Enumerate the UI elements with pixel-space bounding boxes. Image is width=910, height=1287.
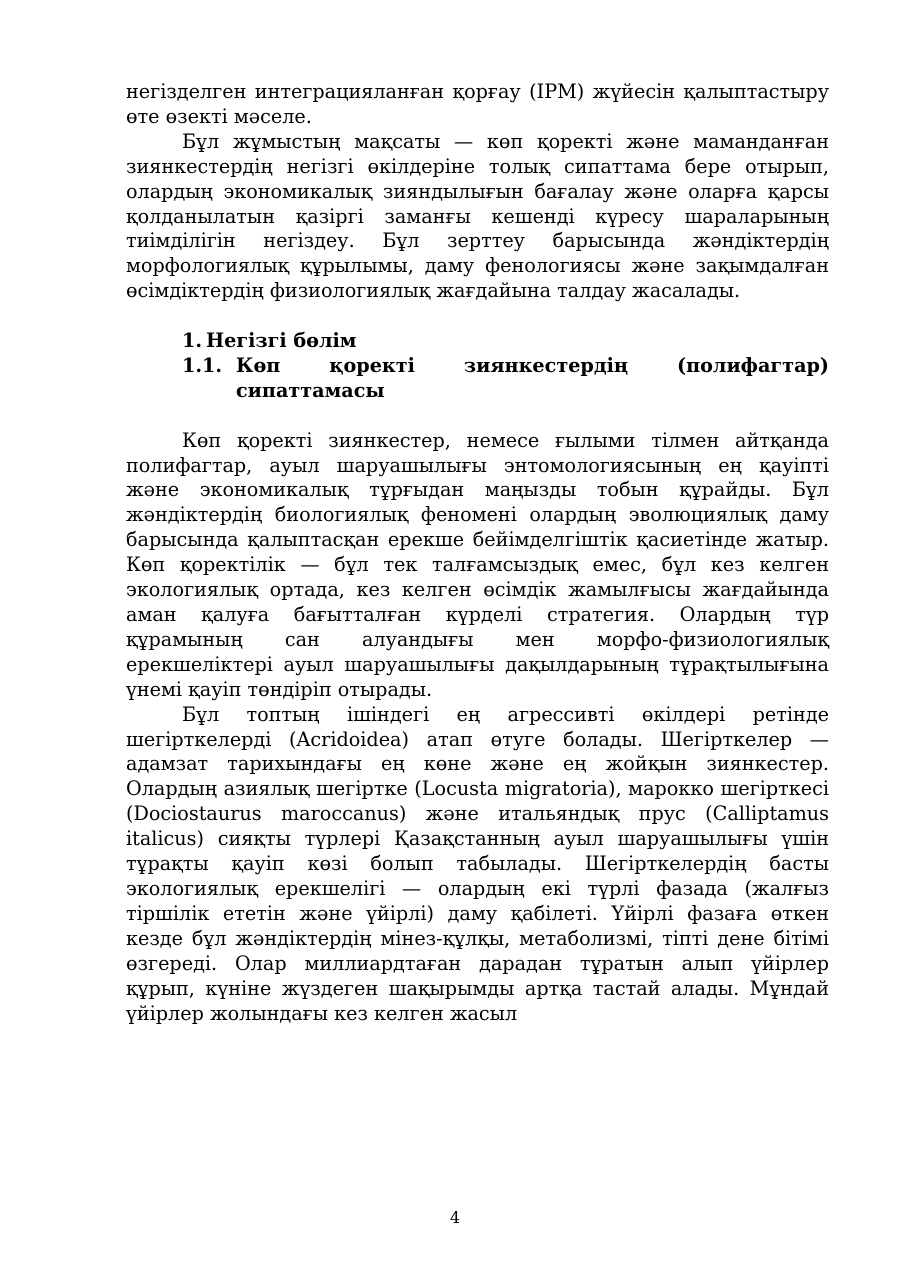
subsection-heading bbox=[126, 354, 829, 404]
section-title: Негізгі бөлім bbox=[206, 329, 357, 353]
subsection-number: 1.1. bbox=[182, 353, 223, 377]
blank-line bbox=[126, 404, 829, 429]
section-number: 1. bbox=[182, 329, 203, 353]
document-page bbox=[126, 80, 829, 1026]
section-heading bbox=[126, 329, 829, 354]
paragraph-locusts: Бұл топтың ішіндегі ең агрессивті өкілдері ретінде шегірткелерді (Acridoidea) атап өтуге болады. Шегірткелер — адамзат тарихындағы ең көне және ең жойқын зиянкестер. Олардың азиялық шегіртке (Locusta migratoria), марокко шегірткесі (Dociostaurus maroccanus) және итальяндық прус (Calliptamus italicus) сияқты түрлері Қазақстанның ауыл шаруашылығы үшін тұрақты қауіп көзі болып табылады. Шегірткелердің басты экологиялық ерекшелігі — олардың екі түрлі фазада (жалғыз тіршілік ететін және үйірлі) даму қабілеті. Үйірлі фазаға өткен кезде бұл жәндіктердің мінез-құлқы, метаболизмі, тіпті дене бітімі өзгереді. Олар миллиардтаған дарадан тұратын алып үйірлер құрып, күніне жүздеген шақырымды артқа тастай алады. Мұндай үйірлер жолындағы кез келген жасыл bbox=[126, 702, 829, 1025]
blank-line bbox=[126, 304, 829, 329]
paragraph-aim: Бұл жұмыстың мақсаты — көп қоректі және маманданған зиянкестердің негізгі өкілдеріне толық сипаттама бере отырып, олардың экономикалық зияндылығын бағалау және оларға қарсы қолданылатын қазіргі заманғы кешенді күресу шараларының тиімділігін негіздеу. Бұл зерттеу барысында жәндіктердің морфологиялық құрылымы, даму фенологиясы және зақымдалған өсімдіктердің физиологиялық жағдайына талдау жасалады. bbox=[126, 129, 829, 303]
page-number: 4 bbox=[449, 1208, 461, 1227]
subsection-title: Көп қоректі зиянкестердің (полифагтар) сипаттамасы bbox=[236, 353, 829, 402]
paragraph-polyphages: Көп қоректі зиянкестер, немесе ғылыми тілмен айтқанда полифагтар, ауыл шаруашылығы энтомологиясының ең қауіпті және экономикалық тұрғыдан маңызды тобын құрайды. Бұл жәндіктердің биологиялық феномені олардың эволюциялық даму барысында қалыптасқан ерекше бейімделгіштік қасиетінде жатыр. Көп қоректілік — бұл тек талғамсыздық емес, бұл кез келген экологиялық ортада, кез келген өсімдік жамылғысы жағдайында аман қалуға бағытталған күрделі стратегия. Олардың түр құрамының сан алуандығы мен морфо-физиологиялық ерекшеліктері ауыл шаруашылығы дақылдарының тұрақтылығына үнемі қауіп төндіріп отырады. bbox=[126, 428, 829, 701]
paragraph-intro-tail: негізделген интеграцияланған қорғау (IPM) жүйесін қалыптастыру өте өзекті мәселе. bbox=[126, 80, 829, 128]
